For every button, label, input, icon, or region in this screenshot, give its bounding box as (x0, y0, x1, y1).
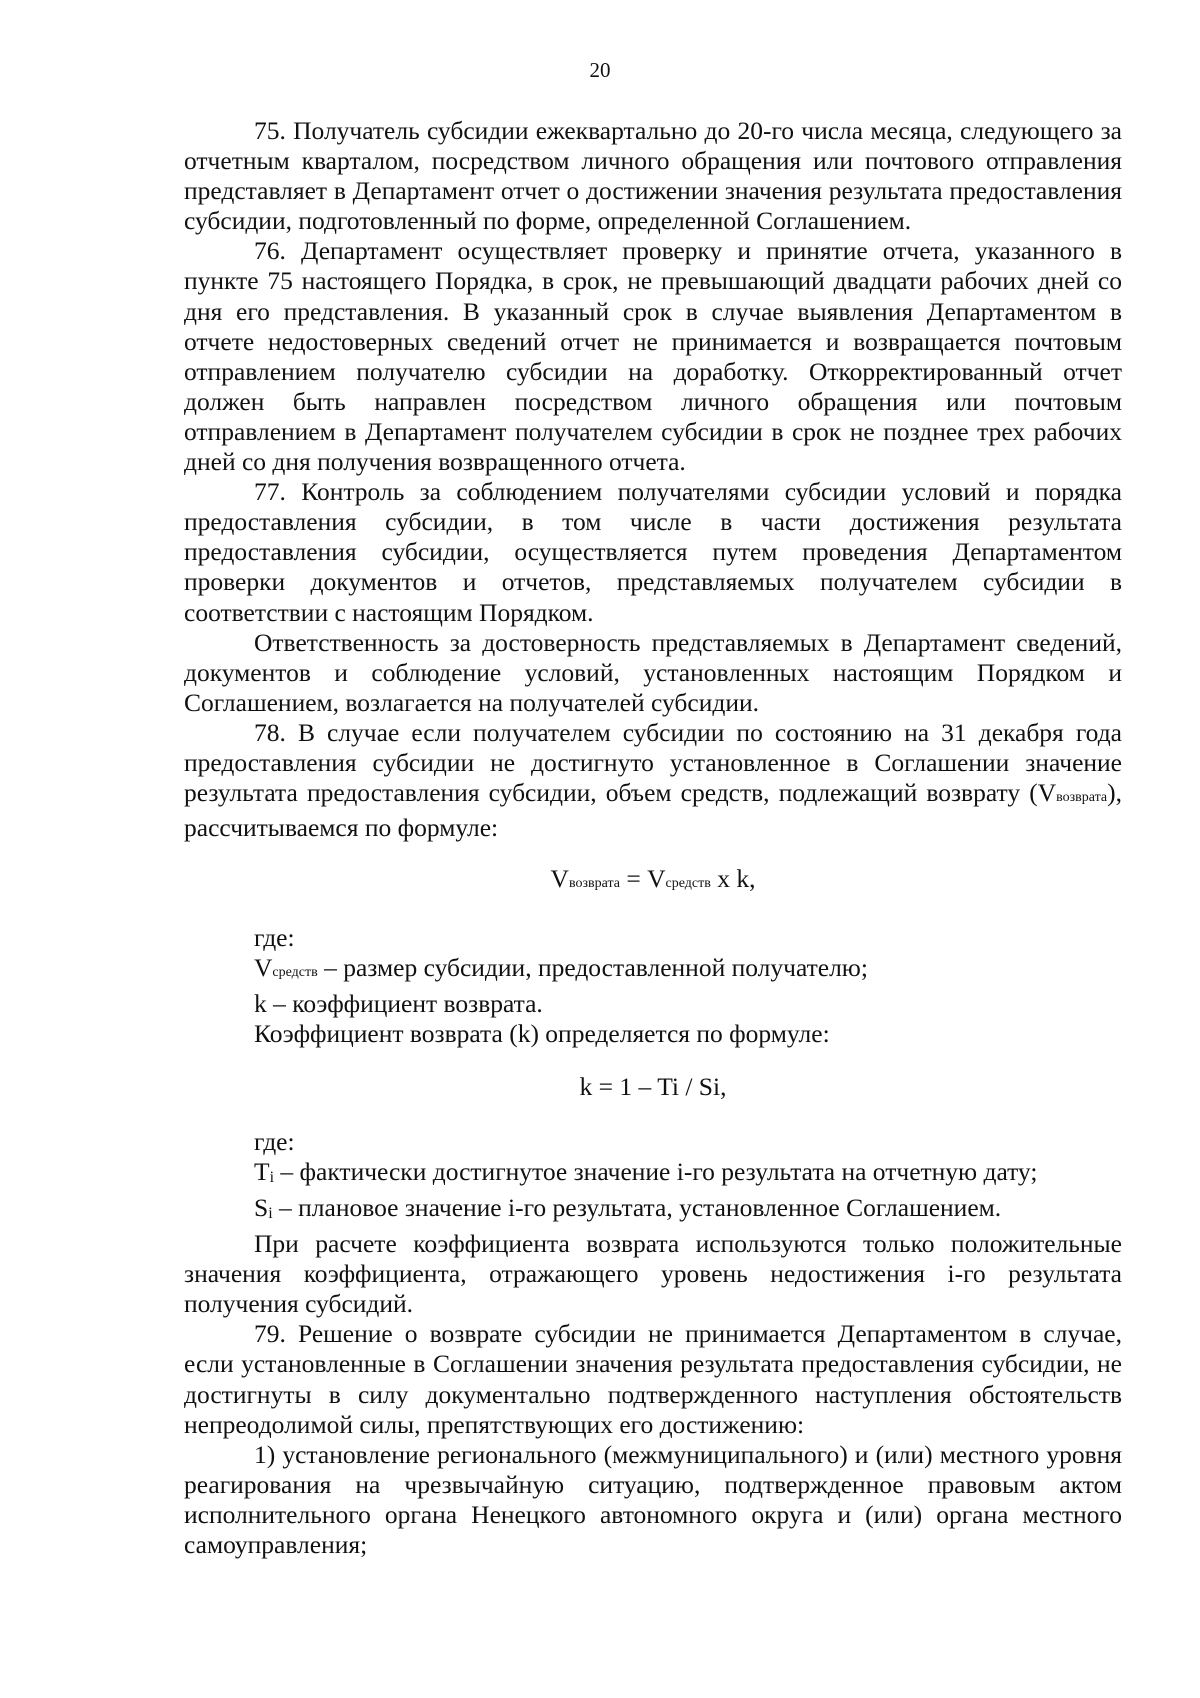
formula-1-rest: x k, (710, 864, 756, 894)
def-s-sub: i (268, 1205, 273, 1222)
paragraph-79: 79. Решение о возврате субсидии не принимается Департаментом в случае, если установленные в Соглашении значения результата предоставления субсидии, не достигнуты в силу документально подтвержденного наступления обстоятельств непреодолимой силы, препятствующих его достижению: (184, 1319, 1122, 1439)
def-s-var: S (254, 1193, 269, 1222)
formula-1-sub-return: возврата (568, 876, 620, 892)
where-label-2: где: (254, 1126, 295, 1156)
paragraph-75: 75. Получатель субсидии ежеквартально до 20-го числа месяца, следующего за отчетным кварталом, посредством личного обращения или почтового отправления представляет в Департамент отчет о достижении значения результата предоставления субсидии, подготовленный по форме, определенной Соглашением. (184, 116, 1122, 236)
formula-return-volume (184, 864, 1122, 899)
definition-k: k – коэффициент возврата. (254, 988, 543, 1018)
paragraph-77-responsibility: Ответственность за достоверность представляемых в Департамент сведений, документов и соблюдение условий, установленных настоящим Порядком и Соглашением, возлагается на получателей субсидии. (184, 627, 1122, 717)
where-label-1: где: (254, 923, 295, 953)
def-t-var: T (254, 1156, 270, 1186)
page-number: 20 (589, 58, 611, 82)
paragraph-76: 76. Департамент осуществляет проверку и принятие отчета, указанного в пункте 75 настоящего Порядка, в срок, не превышающий двадцати рабочих дней со дня его представления. В указанный срок в случае выявления Департаментом в отчете недостоверных сведений отчет не принимается и возвращается почтовым отправлением получателю субсидии на доработку. Откорректированный отчет должен быть направлен посредством личного обращения или почтовым отправлением в Департамент получателем субсидии в срок не позднее трех рабочих дней со дня получения возвращенного отчета. (184, 236, 1122, 477)
formula-1-equals: = V (619, 864, 666, 894)
def-v-var: V (254, 953, 273, 983)
paragraph-78 (184, 718, 1122, 843)
paragraph-78-text: 78. В случае если получателем субсидии по состоянию на 31 декабря года предоставления субсидии не достигнуто установленное в Соглашении значение результата предоставления субсидии, объем средств, подлежащий возврату (V (184, 717, 1122, 808)
def-t-sub: i (269, 1168, 275, 1186)
paragraph-78-tail: ), рассчитываемся по формуле: (184, 778, 1122, 843)
paragraph-calculation: При расчете коэффициента возврата используются только положительные значения коэффициента, отражающего уровень недостижения i-го результата получения субсидий. (184, 1229, 1122, 1319)
definition-v-funds (184, 953, 1122, 988)
def-t-text: – фактически достигнутое значение i-го результата на отчетную дату; (274, 1156, 1038, 1186)
formula-coefficient: k = 1 – Ti / Si, (579, 1071, 727, 1101)
formula-1-var: V (550, 864, 569, 894)
def-v-sub: средств (272, 965, 318, 981)
formula-1-sub-funds: средств (665, 876, 711, 892)
def-s-text: – плановое значение i-го результата, установленное Соглашением. (272, 1193, 1002, 1222)
definition-ti (184, 1157, 1122, 1193)
paragraph-77: 77. Контроль за соблюдением получателями субсидии условий и порядка предоставления субсидии, в том числе в части достижения результата предоставления субсидии, осуществляется путем проведения Департаментом проверки документов и отчетов, представляемых получателем субсидии в соответствии с настоящим Порядком. (184, 477, 1122, 627)
document-body (184, 116, 1122, 1560)
paragraph-78-subscript: возврата (1056, 790, 1108, 806)
coefficient-intro: Коэффициент возврата (k) определяется по формуле: (254, 1018, 830, 1048)
definition-si (184, 1193, 1122, 1229)
def-v-text: – размер субсидии, предоставленной получателю; (317, 953, 868, 983)
paragraph-79-item-1: 1) установление регионального (межмуниципального) и (или) местного уровня реагирования на чрезвычайную ситуацию, подтвержденное правовым актом исполнительного органа Ненецкого автономного округа и (или) органа местного самоуправления; (184, 1439, 1122, 1560)
